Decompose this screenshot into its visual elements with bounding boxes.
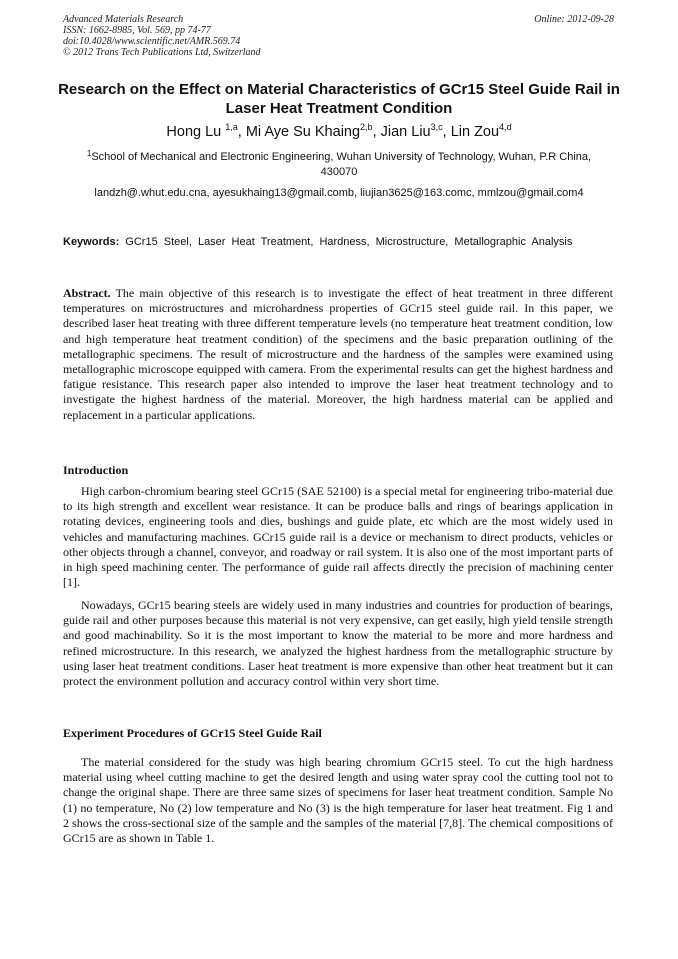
- author-name: Lin Zou: [450, 124, 500, 140]
- journal-name: Advanced Materials Research: [63, 14, 184, 25]
- affiliation-mark: 1: [86, 149, 92, 158]
- author-affiliation-mark: 3,c: [430, 122, 443, 132]
- body-paragraph: Nowadays, GCr15 bearing steels are widely used in many industries and countries for production of bearings, guide rail and other purposes because this material is not very expensive, can get easily, high yield tensile strength and good machinability. So it is the most important to know the material to be more and more hardness and refined microstructure. In this research, we analyzed the highest hardness from the metallographic structure by using laser heat treatment conditions. Laser heat treatment is more expensive than other heat treatment but it can protect the environment pollution and accuracy control within very short time.: [63, 598, 613, 689]
- author-name: Jian Liu: [380, 124, 431, 140]
- body-paragraph: The material considered for the study was high bearing chromium GCr15 steel. To cut the high hardness material using wheel cutting machine to get the desired length and using water spray cool the cutting tool not to change the original shape. There are three same sizes of specimens for laser heat treatment condition. Sample No (1) no temperature, No (2) low temperature and No (3) is the high temperature for laser heat treatment. Fig 1 and 2 shows the cross-sectional size of the sample and the samples of the material [7,8]. The chemical compositions of GCr15 are as shown in Table 1.: [63, 755, 613, 846]
- section-heading-experiment: Experiment Procedures of GCr15 Steel Guide Rail: [63, 726, 322, 740]
- author-separator: ,: [442, 124, 451, 140]
- author-name: Hong Lu: [166, 124, 226, 140]
- author-affiliation-mark: 4,d: [499, 122, 512, 132]
- abstract-text: The main objective of this research is to investigate the effect of heat treatment in three different temperatures on microstructures and microhardness properties of GCr15 steel guide rail. In this paper, we described laser heat treating with three different temperature levels (no temperature heat treatment condition, low and high temperature heat treatment condition) of the specimens and the basic preparation outlining of the metallographic specimens. The result of microstructure and the hardness of the samples were examined using metallographic microscope equipped with camera. From the experimental results can get the highest hardness and fatigue resistance. This research paper also intended to improve the laser heat treatment technology and to investigate the highest hardness of the material. Moreover, the high hardness material can be applied and replacement in a particular applications.: [63, 286, 613, 422]
- abstract: [63, 286, 613, 423]
- author-affiliation-mark: 1,a: [225, 122, 238, 132]
- journal-doi[interactable]: doi:10.4028/www.scientific.net/AMR.569.74: [63, 36, 241, 47]
- journal-header: [63, 14, 261, 58]
- abstract-label: Abstract.: [63, 286, 111, 300]
- affiliation-text: School of Mechanical and Electronic Engineering, Wuhan University of Technology, Wuhan, P.R China, 430070: [91, 151, 592, 178]
- paper-title: Research on the Effect on Material Characteristics of GCr15 Steel Guide Rail in Laser Heat Treatment Condition: [58, 81, 620, 117]
- keywords-text: GCr15 Steel, Laser Heat Treatment, Hardness, Microstructure, Metallographic Analysis: [119, 236, 573, 248]
- author-list: [40, 123, 638, 141]
- section-heading-introduction: Introduction: [63, 463, 129, 477]
- online-date: Online: 2012-09-28: [534, 14, 614, 25]
- author-separator: ,: [237, 124, 246, 140]
- keywords: [63, 235, 613, 249]
- author-separator: ,: [372, 124, 381, 140]
- body-paragraph: High carbon-chromium bearing steel GCr15 (SAE 52100) is a special metal for engineering tribo-material due to its high strength and excellent wear resistance. It can be produce balls and rings of bearings application in rotating devices, engineering tools and dies, bushings and guide plate, etc which are the most widely used in vehicles and manufacturing machines. GCr15 guide rail is a device or mechanism to direct products, vehicles or other objects through a channel, conveyor, and roadway or rail system. It is also one of the most important parts of in high speed machining center. The performance of guide rail affects directly the precision of machining center [1].: [63, 484, 613, 590]
- author-emails[interactable]: landzh@.whut.edu.cna, ayesukhaing13@gmail.comb, liujian3625@163.comc, mmlzou@gmail.com4: [94, 187, 584, 199]
- author-name: Mi Aye Su Khaing: [245, 124, 361, 140]
- affiliation: [70, 150, 608, 180]
- journal-issn: ISSN: 1662-8985, Vol. 569, pp 74-77: [63, 25, 211, 36]
- journal-copyright: © 2012 Trans Tech Publications Ltd, Switzerland: [63, 47, 261, 58]
- keywords-label: Keywords:: [63, 236, 120, 248]
- author-affiliation-mark: 2,b: [360, 122, 373, 132]
